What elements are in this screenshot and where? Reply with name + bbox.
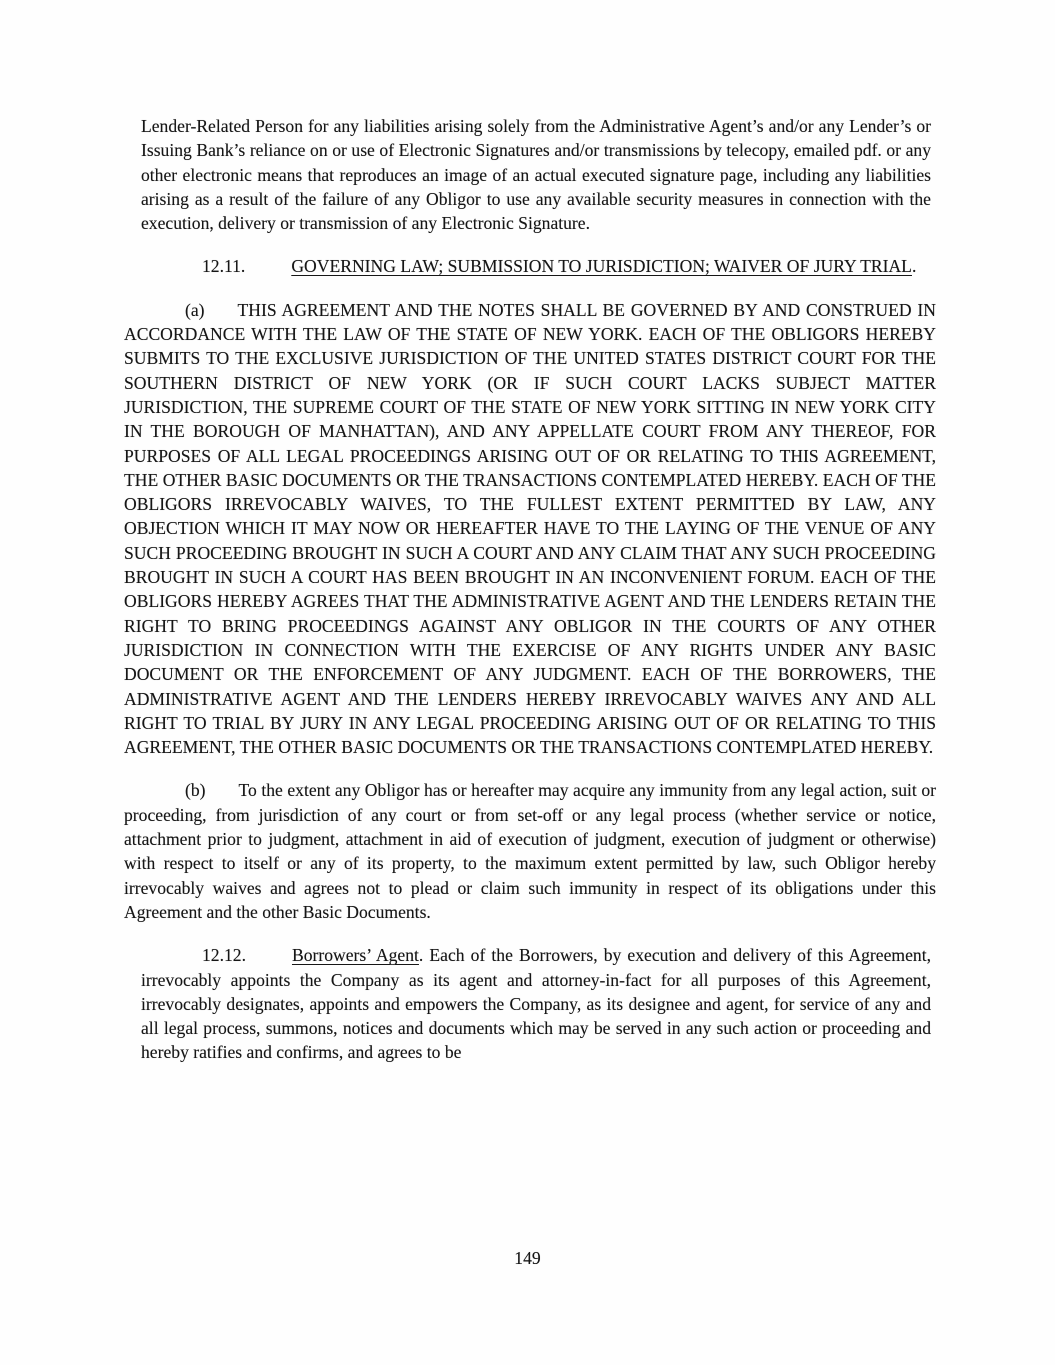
paragraph-b-label: (b)	[185, 780, 206, 801]
section-12-11-title: GOVERNING LAW; SUBMISSION TO JURISDICTION; WAIVER OF JURY TRIAL	[291, 256, 912, 277]
page-number: 149	[514, 1248, 541, 1268]
paragraph-a-label: (a)	[185, 299, 205, 320]
paragraph-a	[124, 298, 936, 760]
section-12-11-heading	[141, 254, 931, 278]
paragraph-b	[124, 778, 936, 924]
section-12-11-number: 12.11.	[202, 256, 246, 277]
paragraph-a-text: THIS AGREEMENT AND THE NOTES SHALL BE GOVERNED BY AND CONSTRUED IN ACCORDANCE WITH THE LAW OF THE STATE OF NEW YORK. EACH OF THE OBLIGORS HEREBY SUBMITS TO THE EXCLUSIVE JURISDICTION OF THE UNITED STATES DISTRICT COURT FOR THE SOUTHERN DISTRICT OF NEW YORK (OR IF SUCH COURT LACKS SUBJECT MATTER JURISDICTION, THE SUPREME COURT OF THE STATE OF NEW YORK SITTING IN NEW YORK CITY IN THE BOROUGH OF MANHATTAN), AND ANY APPELLATE COURT FROM ANY THEREOF, FOR PURPOSES OF ALL LEGAL PROCEEDINGS ARISING OUT OF OR RELATING TO THIS AGREEMENT, THE OTHER BASIC DOCUMENTS OR THE TRANSACTIONS CONTEMPLATED HEREBY. EACH OF THE OBLIGORS IRREVOCABLY WAIVES, TO THE FULLEST EXTENT PERMITTED BY LAW, ANY OBJECTION WHICH IT MAY NOW OR HEREAFTER HAVE TO THE LAYING OF THE VENUE OF ANY SUCH PROCEEDING BROUGHT IN SUCH A COURT AND ANY CLAIM THAT ANY SUCH PROCEEDING BROUGHT IN SUCH A COURT HAS BEEN BROUGHT IN AN INCONVENIENT FORUM. EACH OF THE OBLIGORS HEREBY AGREES THAT THE ADMINISTRATIVE AGENT AND THE LENDERS RETAIN THE RIGHT TO BRING PROCEEDINGS AGAINST ANY OBLIGOR IN THE COURTS OF ANY OTHER JURISDICTION IN CONNECTION WITH THE EXERCISE OF ANY RIGHTS UNDER ANY BASIC DOCUMENT OR THE ENFORCEMENT OF ANY JUDGMENT. EACH OF THE BORROWERS, THE ADMINISTRATIVE AGENT AND THE LENDERS HEREBY IRREVOCABLY WAIVES ANY AND ALL RIGHT TO TRIAL BY JURY IN ANY LEGAL PROCEEDING ARISING OUT OF OR RELATING TO THIS AGREEMENT, THE OTHER BASIC DOCUMENTS OR THE TRANSACTIONS CONTEMPLATED HEREBY.	[124, 299, 936, 758]
section-12-12-text: . Each of the Borrowers, by execution and delivery of this Agreement, irrevocably appoints the Company as its agent and attorney-in-fact for all purposes of this Agreement, irrevocably designates, appoints and empowers the Company, as its designee and agent, for service of any and all legal process, summons, notices and documents which may be served in any such action or proceeding and hereby ratifies and confirms, and agrees to be	[141, 945, 931, 1063]
section-12-12-title: Borrowers’ Agent	[291, 945, 419, 966]
continuation-paragraph: Lender-Related Person for any liabilities arising solely from the Administrative Agent’s and/or any Lender’s or Issuing Bank’s reliance on or use of Electronic Signatures and/or transmissions by telecopy, emailed pdf. or any other electronic means that reproduces an image of an actual executed signature page, including any liabilities arising as a result of the failure of any Obligor to use any available security measures in connection with the execution, delivery or transmission of any Electronic Signature.	[141, 116, 931, 234]
section-12-12-number: 12.12.	[202, 945, 246, 966]
paragraph-b-text: To the extent any Obligor has or hereafter may acquire any immunity from any legal action, suit or proceeding, from jurisdiction of any court or from set-off or any legal process (whether service or notice, attachment prior to judgment, attachment in aid of execution of judgment, execution of judgment or otherwise) with respect to itself or any of its property, to the maximum extent permitted by law, such Obligor hereby irrevocably waives and agrees not to plead or claim such immunity in respect of its obligations under this Agreement and the other Basic Documents.	[124, 780, 936, 922]
section-12-12-paragraph	[141, 943, 931, 1064]
section-12-11-title-period: .	[911, 256, 917, 277]
